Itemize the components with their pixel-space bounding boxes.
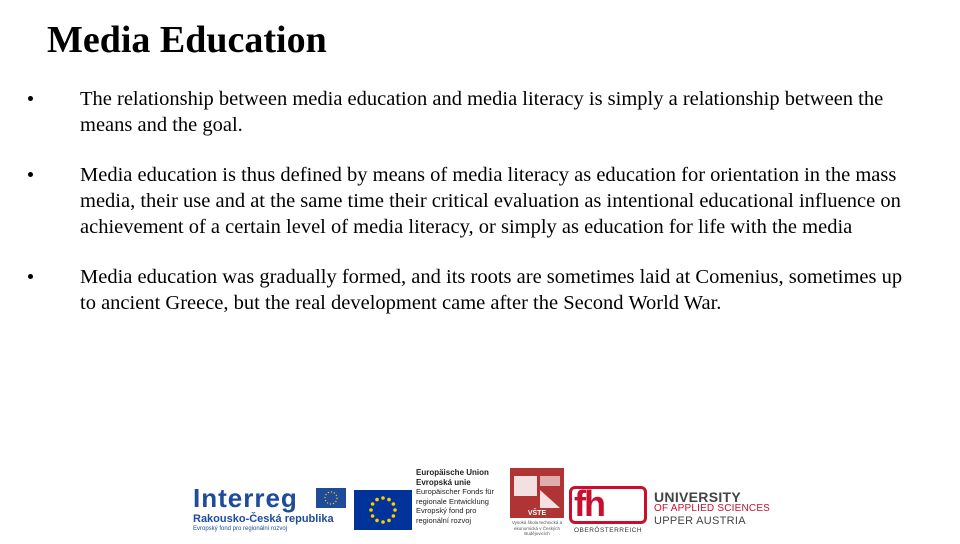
bullet-dot-icon	[28, 172, 33, 177]
eu-flag-icon	[354, 490, 412, 530]
university-line-3: UPPER AUSTRIA	[654, 515, 746, 527]
university-name	[654, 491, 770, 527]
eu-line-4: regionale Entwicklung	[416, 496, 489, 506]
eu-star	[392, 502, 396, 506]
eu-star	[371, 514, 375, 518]
fh-logo-subtitle: OBERÖSTERREICH	[574, 527, 643, 534]
university-line-2: OF APPLIED SCIENCES	[654, 503, 771, 514]
fh-logo-mark: fh	[574, 483, 604, 524]
eu-star	[381, 496, 385, 500]
vste-logo	[510, 468, 564, 518]
bullet-item	[28, 86, 908, 138]
eu-line-6: regionální rozvoj	[416, 515, 472, 525]
eu-star	[387, 498, 391, 502]
partner-logos	[0, 462, 960, 540]
bullet-text: The relationship between media education and media literacy is simply a relationship between the means and the goal.	[80, 88, 884, 136]
eu-star	[381, 520, 385, 524]
bullet-text: Media education is thus defined by means of media literacy as education for orientation in the mass media, their use and at the same time their critical evaluation as intentional educational influence on achievement of a certain level of media literacy, or simply as education for life with the media	[80, 164, 901, 238]
university-line-1: UNIVERSITY	[654, 489, 742, 505]
eu-star	[371, 502, 375, 506]
bullet-item	[28, 264, 908, 316]
interreg-region: Rakousko-Česká republika	[193, 513, 334, 525]
eu-funding-text	[416, 468, 516, 525]
bullet-dot-icon	[28, 96, 33, 101]
bullet-dot-icon	[28, 274, 33, 279]
eu-line-1: Europäische Union	[416, 468, 489, 477]
interreg-tagline: Evropský fond pro regionální rozvoj	[193, 526, 288, 532]
vste-mark: VŠTE	[527, 510, 547, 517]
eu-line-5: Evropský fond pro	[416, 506, 477, 515]
eu-star	[375, 498, 379, 502]
eu-flag-small-icon	[316, 488, 346, 508]
eu-line-3: Europäischer Fonds für	[416, 487, 494, 496]
bullet-list	[28, 86, 908, 340]
eu-star	[369, 508, 373, 512]
vste-caption: Vysoká škola technická a ekonomická v Českých Budějovicích	[511, 520, 563, 536]
slide-title: Media Education	[47, 19, 327, 61]
bullet-item	[28, 162, 908, 240]
eu-star	[375, 519, 379, 523]
eu-star	[387, 519, 391, 523]
eu-line-2: Evropská unie	[416, 477, 471, 487]
eu-star	[392, 514, 396, 518]
interreg-wordmark: Interreg	[193, 483, 298, 513]
bullet-text: Media education was gradually formed, and its roots are sometimes laid at Comenius, sometimes up to ancient Greece, but the real development came after the Second World War.	[80, 266, 903, 314]
eu-star	[393, 508, 397, 512]
